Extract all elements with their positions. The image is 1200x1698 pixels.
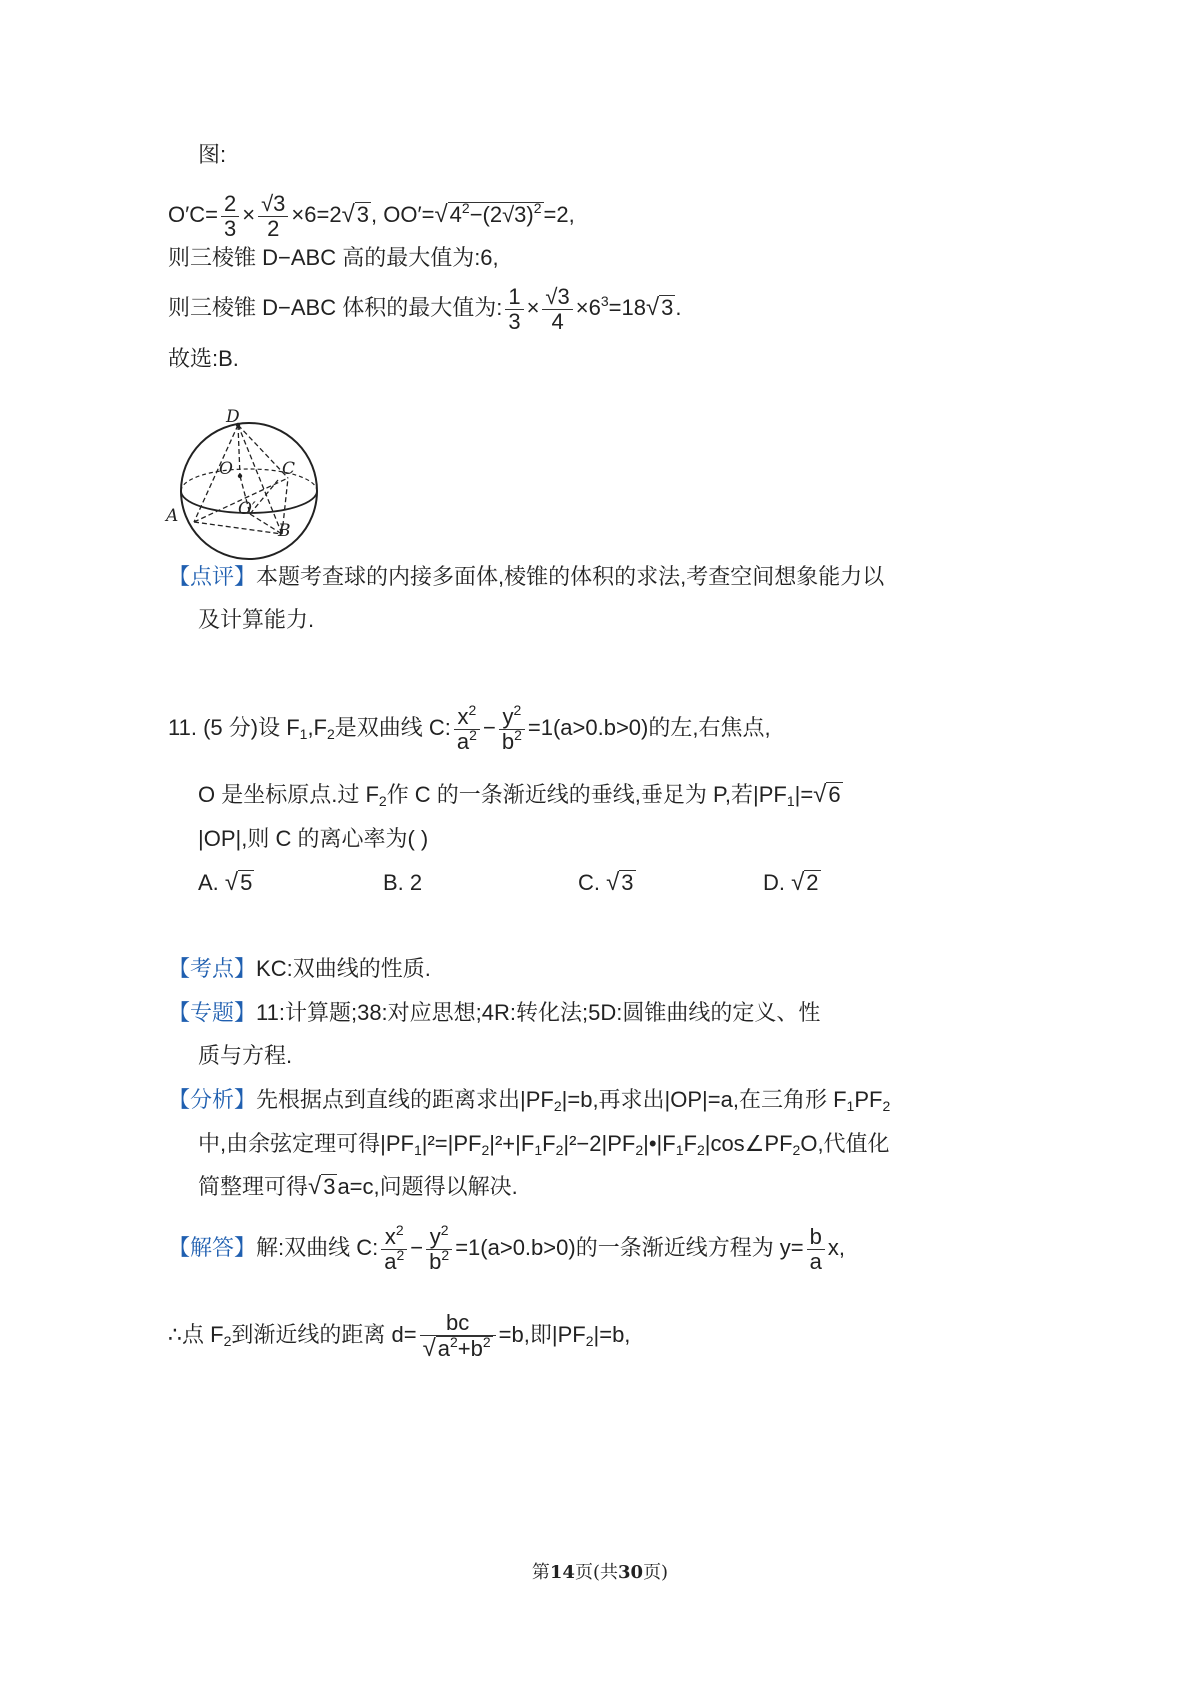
exp: 2 xyxy=(514,726,522,743)
f-text: 中,由余弦定理可得|PF xyxy=(198,1131,414,1156)
var: a xyxy=(456,728,470,754)
center-point-o xyxy=(238,474,242,478)
exp: 2 xyxy=(441,1246,450,1263)
times-sign: × xyxy=(526,295,540,320)
oc-label: O′C= xyxy=(168,202,218,227)
f-text: |²+|F xyxy=(489,1131,535,1156)
footer-text: 第 xyxy=(531,1562,550,1583)
radical-sign: √ xyxy=(434,201,448,228)
radicand: 3 xyxy=(323,1174,336,1199)
sub: 2 xyxy=(555,1142,564,1158)
frac-num: b xyxy=(807,1225,825,1250)
q-text: ,F xyxy=(307,715,327,740)
radical-sign: √ xyxy=(308,1173,322,1200)
frac-root3-over-2 xyxy=(258,192,288,241)
sub: 1 xyxy=(534,1142,543,1158)
sub: 1 xyxy=(846,1098,855,1114)
exp: 3 xyxy=(600,293,609,309)
radical-sign: √ xyxy=(791,869,805,896)
coef: 2 xyxy=(329,202,342,227)
frac-den: 4 xyxy=(551,308,564,334)
frac-den xyxy=(499,726,525,754)
var: a xyxy=(384,1248,397,1274)
page-footer xyxy=(0,1558,1200,1584)
oo-label: OO′= xyxy=(383,202,435,227)
f-text: 先根据点到直线的距离求出|PF xyxy=(256,1087,554,1112)
comma: , xyxy=(371,202,378,227)
q-text: |= xyxy=(794,782,814,807)
review-line-2: 及计算能力. xyxy=(198,607,315,632)
zhuanti-line-1 xyxy=(168,998,820,1028)
times-sign: × xyxy=(291,202,305,227)
footer-text: 页) xyxy=(643,1562,669,1583)
six: 6 xyxy=(588,295,601,320)
frac-y2-over-b2 xyxy=(499,701,525,754)
frac-den: 3 xyxy=(223,215,237,241)
option-value: 2 xyxy=(409,870,423,895)
footer-text: 页(共 xyxy=(574,1562,618,1583)
max-volume-line xyxy=(168,283,682,334)
j-text: |=b, xyxy=(593,1322,631,1347)
option-d[interactable] xyxy=(763,868,821,898)
frac-den: a xyxy=(809,1248,822,1274)
label-c: C xyxy=(282,459,296,479)
figure-word: 图: xyxy=(198,142,227,167)
option-letter: D. xyxy=(763,870,785,895)
frac-x2-over-a2 xyxy=(381,1221,407,1274)
fenxi-line-2 xyxy=(198,1129,890,1159)
term: −(2√3) xyxy=(469,202,534,227)
option-value: 5 xyxy=(240,870,253,895)
j-text: =b,即|PF xyxy=(498,1322,586,1347)
term: 4 xyxy=(449,202,462,227)
radical-sign: √ xyxy=(813,781,827,808)
equator-back xyxy=(181,469,317,491)
page-total: 30 xyxy=(618,1562,644,1583)
radicand: 6 xyxy=(828,782,841,807)
option-value: 3 xyxy=(621,870,634,895)
var: y xyxy=(429,1223,441,1249)
oo-result: =2, xyxy=(543,202,575,227)
sub: 2 xyxy=(327,726,335,742)
exp: 2 xyxy=(469,726,477,743)
vol-prefix: 则三棱锥 D−ABC 体积的最大值为: xyxy=(168,295,503,320)
minus: − xyxy=(482,715,496,740)
var: b xyxy=(501,728,515,754)
jieda-line-2 xyxy=(168,1303,630,1367)
sub: 2 xyxy=(378,793,387,809)
frac-num: 1 xyxy=(505,285,523,310)
six: 6= xyxy=(304,202,330,227)
zhuanti-line-2: 质与方程. xyxy=(198,1043,293,1068)
fenxi-line-1 xyxy=(168,1085,890,1115)
sub: 1 xyxy=(413,1142,422,1158)
oo-radicand xyxy=(448,202,544,227)
frac-x2-over-a2 xyxy=(454,701,480,754)
f-text: PF xyxy=(854,1087,883,1112)
times-sign: × xyxy=(242,202,256,227)
exp: 2 xyxy=(513,701,522,718)
q-text: =1(a>0.b>0)的左,右焦点, xyxy=(527,715,771,740)
frac-den xyxy=(454,726,480,754)
radicand: 3 xyxy=(661,295,674,320)
var: x xyxy=(457,703,469,729)
option-b[interactable] xyxy=(383,868,422,898)
q11-line-3: |OP|,则 C 的离心率为( ) xyxy=(198,826,429,851)
sphere-outline xyxy=(181,423,317,559)
period: . xyxy=(675,295,682,320)
oc-formula-line xyxy=(168,190,575,241)
radical-sign: √ xyxy=(606,869,620,896)
kaodian-text: KC:双曲线的性质. xyxy=(256,956,431,981)
sub: 2 xyxy=(553,1098,562,1114)
sub: 1 xyxy=(675,1142,684,1158)
exp: 2 xyxy=(449,1334,458,1351)
f-text: F xyxy=(683,1131,697,1156)
times-sign: × xyxy=(575,295,589,320)
exp: 2 xyxy=(395,1221,404,1238)
q11-line-2 xyxy=(198,780,843,810)
label-b: B xyxy=(278,521,291,541)
j-text: x, xyxy=(827,1235,846,1260)
frac-num: 2 xyxy=(221,192,239,217)
q-text: 是双曲线 C: xyxy=(334,715,451,740)
option-letter: A. xyxy=(198,870,219,895)
frac-den: 3 xyxy=(508,308,521,334)
max-height-line: 则三棱锥 D−ABC 高的最大值为:6, xyxy=(168,245,499,270)
sub: 1 xyxy=(299,726,308,742)
sub: 2 xyxy=(223,1333,232,1349)
radical-sign: √ xyxy=(341,201,355,228)
var: a xyxy=(437,1336,450,1362)
frac-den xyxy=(426,1246,452,1274)
option-c[interactable] xyxy=(578,868,636,898)
minus: − xyxy=(410,1235,424,1260)
page-number: 14 xyxy=(549,1562,575,1583)
label-d: D xyxy=(226,407,240,427)
radical-sign: √ xyxy=(422,1335,436,1363)
q11-line-1 xyxy=(168,698,771,758)
frac-b-over-a xyxy=(807,1225,825,1274)
f-text: |•|F xyxy=(643,1131,676,1156)
review-text: 本题考查球的内接多面体,棱锥的体积的求法,考查空间想象能力以 xyxy=(256,564,885,589)
fenxi-line-3 xyxy=(198,1172,518,1202)
frac-two-thirds xyxy=(221,192,239,241)
sub: 2 xyxy=(882,1098,891,1114)
exp: 2 xyxy=(482,1334,491,1351)
frac-den: 2 xyxy=(267,215,280,241)
exp: 2 xyxy=(468,701,477,718)
jieda-line-1 xyxy=(168,1218,845,1278)
radicand xyxy=(436,1336,493,1361)
option-letter: C. xyxy=(578,870,600,895)
frac-root3-over-4 xyxy=(542,285,572,334)
q-text: (5 分)设 F xyxy=(203,715,300,740)
label-o-prime: O′ xyxy=(238,499,256,519)
zhuanti-text: 11:计算题;38:对应思想;4R:转化法;5D:圆锥曲线的定义、性 xyxy=(256,1000,821,1025)
var: y xyxy=(502,703,514,729)
frac-den xyxy=(420,1336,496,1361)
radical-sign: √ xyxy=(645,294,660,321)
f-text: |²−2|PF xyxy=(563,1131,636,1156)
option-value: 2 xyxy=(806,870,819,895)
review-line-1 xyxy=(168,562,884,592)
frac-num: bc xyxy=(420,1311,496,1336)
option-letter: B. xyxy=(383,870,404,895)
f-text: |cos∠PF xyxy=(704,1131,793,1156)
question-number: 11. xyxy=(168,715,197,740)
radicand: 3 xyxy=(356,202,370,227)
sub: 2 xyxy=(792,1142,801,1158)
var: +b xyxy=(457,1336,483,1362)
f-text: O,代值化 xyxy=(800,1131,890,1156)
f-text: a=c,问题得以解决. xyxy=(337,1174,518,1199)
vol-result: =18 xyxy=(608,295,646,320)
kaodian-line xyxy=(168,954,431,984)
sub: 2 xyxy=(635,1142,644,1158)
j-text: ∴点 F xyxy=(168,1322,224,1347)
label-o: O xyxy=(219,459,233,479)
j-text: 解:双曲线 C: xyxy=(256,1235,379,1260)
frac-den xyxy=(381,1246,407,1274)
kaodian-tag: 【考点】 xyxy=(168,956,257,981)
frac-one-third xyxy=(505,285,523,334)
sub: 1 xyxy=(786,793,795,809)
sub: 2 xyxy=(585,1333,594,1349)
frac-num: √3 xyxy=(258,192,288,217)
exp: 2 xyxy=(533,200,542,216)
jieda-tag: 【解答】 xyxy=(168,1235,257,1260)
frac-num: √3 xyxy=(542,285,572,310)
var: b xyxy=(429,1248,442,1274)
var: x xyxy=(384,1223,396,1249)
radical-sign: √ xyxy=(224,869,239,896)
review-tag: 【点评】 xyxy=(168,564,257,589)
fenxi-tag: 【分析】 xyxy=(168,1087,257,1112)
q-text: 作 C 的一条渐近线的垂线,垂足为 P,若|PF xyxy=(386,782,787,807)
label-a: A xyxy=(166,506,179,526)
zhuanti-tag: 【专题】 xyxy=(168,1000,257,1025)
sphere-pyramid-figure xyxy=(166,407,338,558)
sub: 2 xyxy=(696,1142,705,1158)
exp: 2 xyxy=(440,1221,449,1238)
exp: 2 xyxy=(396,1246,405,1263)
frac-y2-over-b2 xyxy=(426,1221,452,1274)
option-a[interactable] xyxy=(198,868,254,898)
answer-line: 故选:B. xyxy=(168,346,239,371)
q-text: O 是坐标原点.过 F xyxy=(198,782,379,807)
f-text: |²=|PF xyxy=(421,1131,482,1156)
f-text: 简整理可得 xyxy=(198,1174,309,1199)
sub: 2 xyxy=(481,1142,490,1158)
frac-distance xyxy=(420,1311,496,1361)
exp: 2 xyxy=(461,200,470,216)
j-text: 到渐近线的距离 d= xyxy=(231,1322,417,1347)
j-text: =1(a>0.b>0)的一条渐近线方程为 y= xyxy=(455,1235,804,1260)
f-text: F xyxy=(542,1131,556,1156)
f-text: |=b,再求出|OP|=a,在三角形 F xyxy=(561,1087,847,1112)
